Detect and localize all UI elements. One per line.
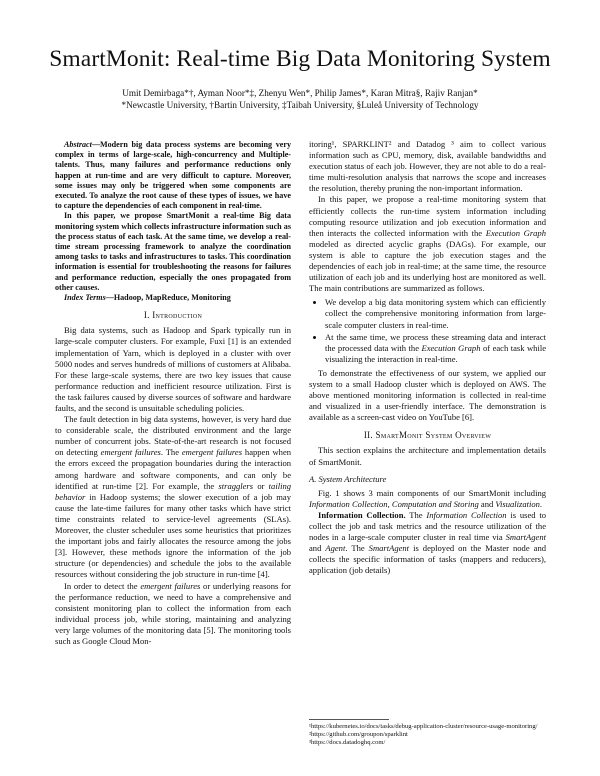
footnote-rule [309, 719, 389, 720]
intro-p3-emphasis-1: emergent failures [140, 580, 201, 591]
abstract-paragraph-1 [55, 140, 291, 211]
contribution-2-emphasis: Execution Graph [421, 342, 481, 353]
intro-p2-emphasis-2: emergent failures [181, 447, 243, 458]
arch-emphasis-3: Visualization [495, 498, 540, 509]
intro-p3-text-a: In order to detect the [64, 580, 141, 591]
arch-text-c: and [478, 498, 496, 509]
footnote-1[interactable]: ¹https://kubernetes.io/docs/tasks/debug-application-cluster/resource-usage-monitoring/ [309, 723, 538, 730]
info-text-e: is deployed on the Master node and collects the specific information of tasks (mappers and reducers), application (job details) [309, 543, 546, 576]
right-column [309, 139, 546, 576]
author-list: Umit Demirbaga*†, Ayman Noor*‡, Zhenyu Wen*, Philip James*, Karan Mitra§, Rajiv Ranjan* [122, 88, 478, 98]
section-heading-overview: II. SmartMonit System Overview [363, 430, 492, 441]
footnotes [309, 723, 549, 748]
arch-text-d: . [539, 498, 543, 509]
intro-paragraph-2 [55, 414, 291, 580]
intro-p3-text-b: or underlying reasons for the performance reduction, we need to have a comprehensive and consistent monitoring plan to collect the information from each individual process job, while storing, maintaining and analyzing very large volumes of the monitoring data [5]. The monitoring tools such as Google Cloud Mon- [55, 580, 291, 646]
right-p2-text-a: In this paper, we propose a real-time monitoring system that efficiently collects the run-time system information including computing resource utilization and job execution information and then interacts the collected information with the [309, 194, 546, 238]
intro-p2-emphasis-4: tailing behavior [55, 480, 291, 502]
architecture-paragraph [309, 488, 546, 510]
intro-p2-text-c: happen when the errors exceed the propagation boundaries during the interaction among hardware and software components, and can only be identified at run-time [2]. For example, the [55, 447, 292, 491]
subsection-heading-architecture: A. System Architecture [309, 473, 387, 484]
abstract-paragraph-2: In this paper, we propose SmartMonit a real-time Big data monitoring system which collects infrastructure information such as the process status of each task. At the same time, we develop a real-time stream processing framework to analyze the coordination among tasks to tasks and infrastructures to tasks. This coordination information is essential for troubleshooting the reasons for failures and performance reduction, especially the ones propagated from other causes. [55, 211, 291, 292]
info-emphasis-1: Information Collection [426, 509, 507, 520]
info-emphasis-3: Agent [325, 543, 346, 554]
right-paragraph-1: itoring¹, SPARKLINT² and Datadog ³ aim to collect various information such as CPU, memory, disk, available bandwidths and execution status of each job. However, they are not able to do a real-time multi-resolution analysis that narrows the scope and increases the resolution, thereby pruning the non-important information. [309, 139, 546, 194]
intro-p2-emphasis-1: emergent failures [100, 447, 161, 458]
arch-text-b: , [387, 498, 392, 509]
left-column [55, 140, 291, 647]
intro-p2-text-b: . The [160, 447, 182, 458]
intro-p2-text-d: or [253, 480, 269, 491]
contribution-2-text-b: of each task while visualizing the interaction in real-time. [325, 342, 546, 364]
section-heading-introduction: I. Introduction [143, 310, 203, 321]
intro-paragraph-3 [55, 581, 291, 648]
intro-p2-text-a: The fault detection in big data systems, however, is very hard due to considerable scale, the distributed environment and the large number of concurrent jobs. State-of-the-art research is not focused on detecting [55, 414, 291, 458]
abstract-text-1: —Modern big data process systems are becoming very complex in terms of large-scale, high-concurrency and Multiple-talents. Thus, many failures and performance reductions only happen at run-time and are very difficult to capture. Moreover, some issues may only be triggered when some components are executed. To analyze the root cause of these types of issues, we have to capture the dependencies of each component in real-time. [55, 140, 291, 211]
intro-paragraph-1: Big data systems, such as Hadoop and Spark typically run in large-scale computer clusters. For example, Fuxi [1] is an extended implementation of Yarn, which is deployed in a cluster with over 5000 nodes and serves hundreds of millions of customers at Alibaba. For these large-scale systems, there are two key issues that cause performance reduction and inefficient resource utilization. First is the task failures caused by diverse sources of software and hardware faults, and the second is unsuitable scheduling policies. [55, 325, 291, 413]
info-text-c: and [309, 543, 326, 554]
arch-text-a: Fig. 1 shows 3 main components of our SmartMonit including [318, 487, 546, 498]
info-collection-paragraph [309, 510, 546, 577]
overview-paragraph: This section explains the architecture and implementation details of SmartMonit. [309, 445, 546, 467]
info-text-b: is used to collect the job and task metrics and the resource utilization of the nodes in a large-scale computer cluster in real time via [309, 509, 546, 543]
contributions-list [309, 297, 546, 365]
contribution-item-2 [325, 332, 546, 365]
intro-p2-text-e: in Hadoop systems; the slower execution of a job may cause the late-time failures for many other tasks which have strict time constraints related to service-level agreements (SLAs). Moreover, the cluster scheduler uses some heuristics that prioritizes the important jobs and fairly allocates the resource among the jobs [3]. However, these methods ignore the information of the job structure (or dependencies) and schedule the jobs to the available resources without considering the job structure in run-time [4]. [55, 491, 291, 580]
right-paragraph-3: To demonstrate the effectiveness of our system, we applied our system to a small Hadoop cluster which is deployed on AWS. The above mentioned monitoring information is collected in real-time and visualized in a user-friendly interface. The demonstration is available as a screen-cast video on YouTube [6]. [309, 367, 546, 423]
info-text-a: The [405, 509, 427, 520]
footnote-3[interactable]: ³https://docs.datadoghq.com/ [309, 739, 386, 747]
contribution-item-1: • We develop a big data monitoring system which can efficiently collect the comprehensive monitoring information from large-scale computer clusters in real-time. [325, 297, 546, 330]
right-p2-emphasis: Execution Graph [485, 227, 546, 238]
right-paragraph-2 [309, 194, 546, 294]
arch-emphasis-2: Computation and Storing [391, 498, 479, 509]
info-emphasis-4: SmartAgent [368, 543, 410, 554]
info-emphasis-2: SmartAgent [505, 532, 546, 543]
info-text-d: . The [345, 543, 369, 554]
author-block [0, 88, 600, 111]
index-terms-label: Index Terms [64, 293, 106, 303]
intro-p2-emphasis-3: stragglers [218, 480, 254, 491]
arch-emphasis-1: Information Collection [309, 498, 388, 509]
right-p2-text-b: modeled as directed acyclic graphs (DAGs). For example, our system is able to capture the job execution stages and the dependencies of each job in real-time; at the same time, the resource utilization of each job and its underlying host are monitored as well. The main contributions are summarized as follows. [309, 238, 546, 294]
paper-title: SmartMonit: Real-time Big Data Monitoring System [49, 46, 551, 72]
abstract-label: Abstract [64, 140, 92, 149]
index-terms [55, 293, 291, 303]
index-terms-text: —Hadoop, MapReduce, Monitoring [105, 293, 231, 303]
abstract [55, 140, 291, 303]
affiliation-list: *Newcastle University, †Bartin University, ‡Taibah University, §Luleå University of Technology [121, 99, 479, 110]
footnote-2[interactable]: ²https://github.com/groupon/sparklint [309, 731, 408, 739]
contribution-2-text-a: At the same time, we process these streaming data and interact the processed data with the [325, 331, 546, 353]
info-collection-label: Information Collection. [318, 509, 406, 520]
